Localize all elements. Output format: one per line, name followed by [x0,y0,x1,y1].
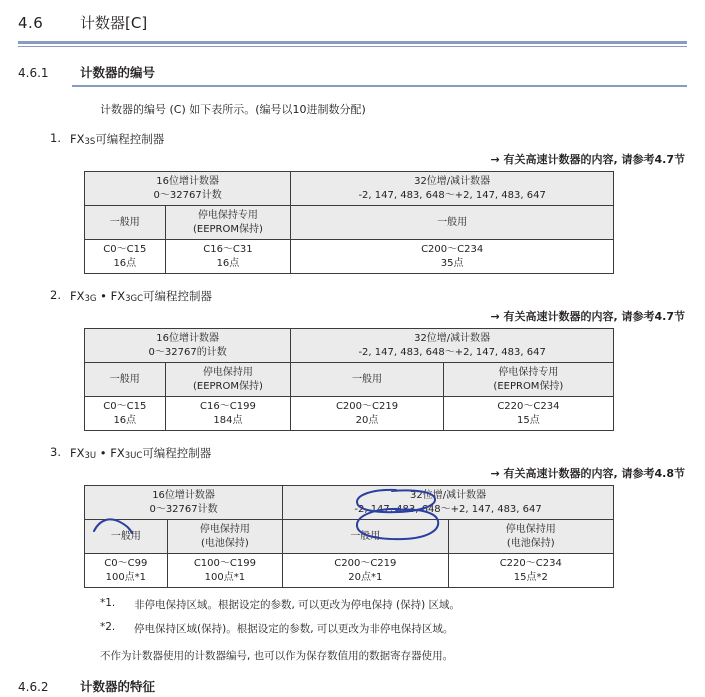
table-subheader-cell: 一般用 [291,206,614,240]
table-row [85,172,614,206]
reference-note: → 有关高速计数器的内容, 请参考4.8节 [490,467,685,480]
table-subheader-cell: 停电保持专用 (EEPROM保持) [165,206,291,240]
subsection-heading-461 [0,47,705,84]
list-item [0,131,705,147]
counter-table-fx3s [84,171,614,274]
footnote [100,597,705,612]
table-subheader-cell: 一般用 [291,363,444,397]
closing-paragraph: 不作为计数器使用的计数器编号, 也可以作为保存数值用的数据寄存器使用。 [100,650,454,662]
table-header-cell: 16位增计数器 0～32767计数 [85,486,283,520]
list-item-label: FX3U • FX3UC可编程控制器 [70,446,212,461]
footnote-text: 停电保持区域(保持)。根据设定的参数, 可以更改为非停电保持区域。 [134,623,454,635]
list-item-index: 1. [50,131,61,145]
table-row [85,329,614,363]
table-row [85,206,614,240]
table-subheader-cell: 停电保持用 (EEPROM保持) [165,363,291,397]
table-row [85,363,614,397]
subsection-heading-462 [0,663,705,697]
table-subheader-cell: 停电保持用 (电池保持) [167,520,282,554]
counter-table-fx3u [84,485,614,588]
list-item-index: 2. [50,288,61,302]
list-item-label: FX3G • FX3GC可编程控制器 [70,289,213,304]
subsection-title: 计数器的特征 [80,679,156,694]
table3-cell-c0: C0～C99 100点*1 [85,554,168,588]
table-cell: C0～C15 16点 [85,240,166,274]
list-item-label: FX3S可编程控制器 [70,132,165,147]
table-cell: C100～C199 100点*1 [167,554,282,588]
list-item [0,445,705,461]
subsection-number: 4.6.1 [18,66,49,80]
list-item [0,288,705,304]
table-header-cell: 32位增/减计数器 -2, 147, 483, 648～+2, 147, 483, 647 [291,172,614,206]
intro-paragraph: 计数器的编号 (C) 如下表所示。(编号以10进制数分配) [100,103,366,116]
table-subheader-cell: 停电保持专用 (EEPROM保持) [443,363,613,397]
footnote-marker: *1. [100,597,116,609]
table-subheader-cell: 停电保持用 (电池保持) [448,520,613,554]
subsection-rule [72,85,687,87]
reference-note: → 有关高速计数器的内容, 请参考4.7节 [490,310,685,323]
table-cell: C0～C15 16点 [85,397,166,431]
table-row [85,520,614,554]
table-row [85,240,614,274]
table-cell: C220～C234 15点 [443,397,613,431]
table-row [85,397,614,431]
table-header-cell: 32位增/减计数器 -2, 147, 483, 648～+2, 147, 483, 647 [291,329,614,363]
table-header-cell: 16位增计数器 0～32767的计数 [85,329,291,363]
table-cell: C16～C199 184点 [165,397,291,431]
footnote-text: 非停电保持区域。根据设定的参数, 可以更改为停电保持 (保持) 区域。 [134,599,461,611]
table3-header-general: 一般用 [283,520,448,554]
table-cell: C200～C234 35点 [291,240,614,274]
table-header-cell: 32位增/减计数器 -2, 147, 483, 648～+2, 147, 483, 647 [283,486,614,520]
list-item-index: 3. [50,445,61,459]
table-cell: C200～C219 20点 [291,397,444,431]
subsection-title: 计数器的编号 [80,65,156,80]
counter-table-fx3g [84,328,614,431]
footnote-marker: *2. [100,621,116,633]
table-subheader-cell: 一般用 [85,520,168,554]
table-row [85,554,614,588]
table-subheader-cell: 一般用 [85,363,166,397]
heading-rule-thick [18,41,687,44]
section-heading [0,0,705,37]
reference-note: → 有关高速计数器的内容, 请参考4.7节 [490,153,685,166]
table-header-cell: 16位增计数器 0～32767计数 [85,172,291,206]
table3-cell-c200: C200～C219 20点*1 [283,554,448,588]
table-subheader-cell: 一般用 [85,206,166,240]
table-row [85,486,614,520]
table-cell: C16～C31 16点 [165,240,291,274]
section-number: 4.6 [18,14,44,32]
table-cell: C220～C234 15点*2 [448,554,613,588]
section-title: 计数器[C] [80,14,148,32]
subsection-number: 4.6.2 [18,680,49,694]
